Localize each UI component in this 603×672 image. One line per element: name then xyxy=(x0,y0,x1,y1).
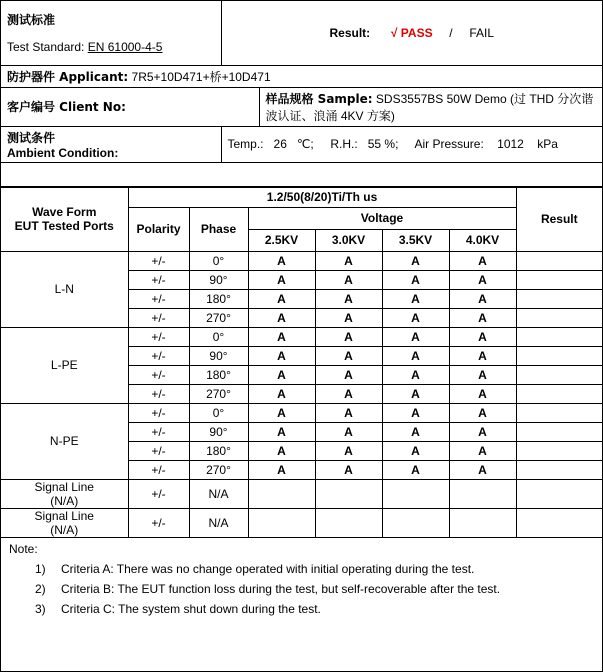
criteria-cell: A xyxy=(315,441,382,460)
waveform-ports-header xyxy=(1,187,128,251)
voltage-col-header: 3.5KV xyxy=(382,229,449,251)
criteria-cell: A xyxy=(449,441,516,460)
criteria-cell: A xyxy=(449,308,516,327)
result-cell xyxy=(516,365,602,384)
result-cell xyxy=(516,289,602,308)
criteria-cell: A xyxy=(449,365,516,384)
criteria-cell: A xyxy=(382,289,449,308)
criteria-cell: A xyxy=(449,384,516,403)
applicant-cell xyxy=(1,65,602,87)
signal-port-line2: (N/A) xyxy=(50,493,79,508)
polarity-cell: +/- xyxy=(128,441,189,460)
phase-cell: 180° xyxy=(189,289,248,308)
criteria-cell: A xyxy=(382,384,449,403)
table-row xyxy=(1,403,602,422)
result-cell xyxy=(516,479,602,508)
note-item xyxy=(35,582,594,596)
table-row xyxy=(1,327,602,346)
criteria-cell: A xyxy=(248,384,315,403)
sample-label: 样品规格 Sample: xyxy=(265,91,373,106)
criteria-cell: A xyxy=(382,270,449,289)
test-standard-cn-label: 测试标准 xyxy=(7,13,56,28)
polarity-cell: +/- xyxy=(128,270,189,289)
voltage-col-header: 3.0KV xyxy=(315,229,382,251)
phase-cell: 270° xyxy=(189,384,248,403)
temp-value: 26 xyxy=(273,137,287,151)
result-header: Result xyxy=(516,187,602,251)
criteria-cell: A xyxy=(315,365,382,384)
polarity-cell: +/- xyxy=(128,251,189,270)
wave-title-header: 1.2/50(8/20)Ti/Th us xyxy=(128,187,516,207)
waveform-header: Wave Form xyxy=(32,205,97,219)
signal-port-label xyxy=(1,508,128,537)
note-item xyxy=(35,562,594,576)
polarity-cell: +/- xyxy=(128,422,189,441)
notes-title: Note: xyxy=(9,541,38,556)
criteria-cell xyxy=(315,479,382,508)
result-cell xyxy=(516,327,602,346)
phase-cell: 90° xyxy=(189,346,248,365)
port-label: L-N xyxy=(1,251,128,327)
sample-value: SDS3557BS 50W Demo (过 THD 分次谐波认证、浪涌 4KV 方案) xyxy=(265,91,594,123)
phase-cell: 270° xyxy=(189,308,248,327)
signal-port-label xyxy=(1,479,128,508)
table-row xyxy=(1,251,602,270)
signal-port-line1: Signal Line xyxy=(34,479,94,494)
criteria-cell: A xyxy=(382,346,449,365)
result-cell xyxy=(516,346,602,365)
criteria-cell: A xyxy=(449,251,516,270)
criteria-cell: A xyxy=(382,308,449,327)
criteria-cell xyxy=(315,508,382,537)
polarity-header: Polarity xyxy=(128,207,189,251)
rh-label: R.H.: xyxy=(330,137,358,151)
ambient-label-cell xyxy=(1,126,221,162)
phase-cell: 180° xyxy=(189,365,248,384)
criteria-cell: A xyxy=(248,270,315,289)
polarity-cell: +/- xyxy=(128,346,189,365)
polarity-cell: +/- xyxy=(128,460,189,479)
result-cell xyxy=(516,441,602,460)
result-cell xyxy=(516,508,602,537)
criteria-cell: A xyxy=(382,365,449,384)
pressure-unit: kPa xyxy=(537,137,558,151)
signal-port-line2: (N/A) xyxy=(50,522,79,537)
criteria-cell: A xyxy=(315,403,382,422)
criteria-cell: A xyxy=(248,308,315,327)
result-cell xyxy=(516,251,602,270)
criteria-cell: A xyxy=(315,327,382,346)
port-label: L-PE xyxy=(1,327,128,403)
criteria-cell: A xyxy=(382,327,449,346)
voltage-header: Voltage xyxy=(248,207,516,229)
criteria-cell: A xyxy=(315,422,382,441)
note-number: 3) xyxy=(35,601,46,616)
criteria-cell: A xyxy=(449,403,516,422)
polarity-cell: +/- xyxy=(128,384,189,403)
temp-unit: ℃; xyxy=(296,137,314,151)
phase-cell: 90° xyxy=(189,270,248,289)
polarity-cell: +/- xyxy=(128,479,189,508)
signal-port-line1: Signal Line xyxy=(34,508,94,523)
criteria-cell: A xyxy=(315,270,382,289)
notes-section xyxy=(1,538,602,616)
criteria-cell: A xyxy=(248,251,315,270)
criteria-cell: A xyxy=(315,251,382,270)
phase-cell: 90° xyxy=(189,422,248,441)
temp-label: Temp.: xyxy=(227,137,264,151)
criteria-cell: A xyxy=(248,460,315,479)
result-cell xyxy=(516,422,602,441)
result-cell xyxy=(516,384,602,403)
test-standard-label: Test Standard: xyxy=(7,40,85,55)
phase-cell: 180° xyxy=(189,441,248,460)
fail-status: FAIL xyxy=(469,25,494,40)
applicant-label: 防护器件 Applicant: xyxy=(7,69,129,84)
criteria-cell: A xyxy=(315,460,382,479)
criteria-cell: A xyxy=(248,365,315,384)
report-header-table xyxy=(1,1,602,187)
phase-cell: N/A xyxy=(189,508,248,537)
criteria-cell xyxy=(449,508,516,537)
slash-separator: / xyxy=(449,25,453,40)
ambient-label: Ambient Condition: xyxy=(7,145,119,160)
test-standard-cell xyxy=(1,1,221,65)
criteria-cell: A xyxy=(248,289,315,308)
phase-header: Phase xyxy=(189,207,248,251)
criteria-cell: A xyxy=(449,327,516,346)
test-standard-value: EN 61000-4-5 xyxy=(87,40,163,55)
criteria-cell: A xyxy=(449,270,516,289)
polarity-cell: +/- xyxy=(128,508,189,537)
criteria-cell: A xyxy=(315,384,382,403)
ambient-cn-label: 测试条件 xyxy=(7,130,56,145)
signal-line-row xyxy=(1,508,602,537)
result-cell xyxy=(516,308,602,327)
criteria-cell: A xyxy=(382,403,449,422)
criteria-cell: A xyxy=(382,251,449,270)
phase-cell: 270° xyxy=(189,460,248,479)
sample-cell xyxy=(259,87,602,126)
phase-cell: 0° xyxy=(189,403,248,422)
criteria-cell: A xyxy=(248,422,315,441)
note-text: Criteria B: The EUT function loss during the test, but self-recoverable after the test. xyxy=(61,581,501,596)
criteria-cell xyxy=(248,479,315,508)
polarity-cell: +/- xyxy=(128,403,189,422)
result-cell xyxy=(516,460,602,479)
pressure-label: Air Pressure: xyxy=(414,137,484,151)
criteria-cell: A xyxy=(248,327,315,346)
criteria-cell: A xyxy=(449,460,516,479)
polarity-cell: +/- xyxy=(128,308,189,327)
client-label: 客户编号 Client No: xyxy=(7,100,126,114)
pressure-value: 1012 xyxy=(497,137,524,151)
note-text: Criteria A: There was no change operated with initial operating during the test. xyxy=(61,561,475,576)
criteria-cell: A xyxy=(248,441,315,460)
criteria-cell: A xyxy=(382,460,449,479)
result-label: Result: xyxy=(329,25,371,40)
ambient-values-cell xyxy=(221,126,602,162)
criteria-cell: A xyxy=(382,422,449,441)
client-cell xyxy=(1,87,259,126)
signal-line-row xyxy=(1,479,602,508)
criteria-cell xyxy=(248,508,315,537)
criteria-cell xyxy=(382,508,449,537)
polarity-cell: +/- xyxy=(128,327,189,346)
note-item xyxy=(35,602,594,616)
phase-cell: 0° xyxy=(189,251,248,270)
note-text: Criteria C: The system shut down during the test. xyxy=(61,601,321,616)
phase-cell: N/A xyxy=(189,479,248,508)
criteria-cell xyxy=(449,479,516,508)
criteria-cell: A xyxy=(449,346,516,365)
criteria-cell: A xyxy=(248,346,315,365)
result-cell xyxy=(221,1,602,65)
note-number: 1) xyxy=(35,561,46,576)
voltage-col-header: 4.0KV xyxy=(449,229,516,251)
rh-value: 55 %; xyxy=(367,137,399,151)
ports-header: EUT Tested Ports xyxy=(14,219,114,233)
criteria-cell: A xyxy=(449,422,516,441)
voltage-col-header: 2.5KV xyxy=(248,229,315,251)
check-mark-icon: √ xyxy=(390,25,398,40)
criteria-cell: A xyxy=(248,403,315,422)
phase-cell: 0° xyxy=(189,327,248,346)
result-cell xyxy=(516,270,602,289)
criteria-cell: A xyxy=(449,289,516,308)
surge-results-table xyxy=(1,187,602,538)
note-number: 2) xyxy=(35,581,46,596)
criteria-cell: A xyxy=(315,289,382,308)
spacer-row xyxy=(1,162,602,186)
pass-status: PASS xyxy=(400,25,433,40)
criteria-cell xyxy=(382,479,449,508)
result-cell xyxy=(516,403,602,422)
polarity-cell: +/- xyxy=(128,289,189,308)
criteria-cell: A xyxy=(315,308,382,327)
applicant-value: 7R5+10D471+桥+10D471 xyxy=(131,69,271,84)
criteria-cell: A xyxy=(315,346,382,365)
port-label: N-PE xyxy=(1,403,128,479)
polarity-cell: +/- xyxy=(128,365,189,384)
criteria-cell: A xyxy=(382,441,449,460)
